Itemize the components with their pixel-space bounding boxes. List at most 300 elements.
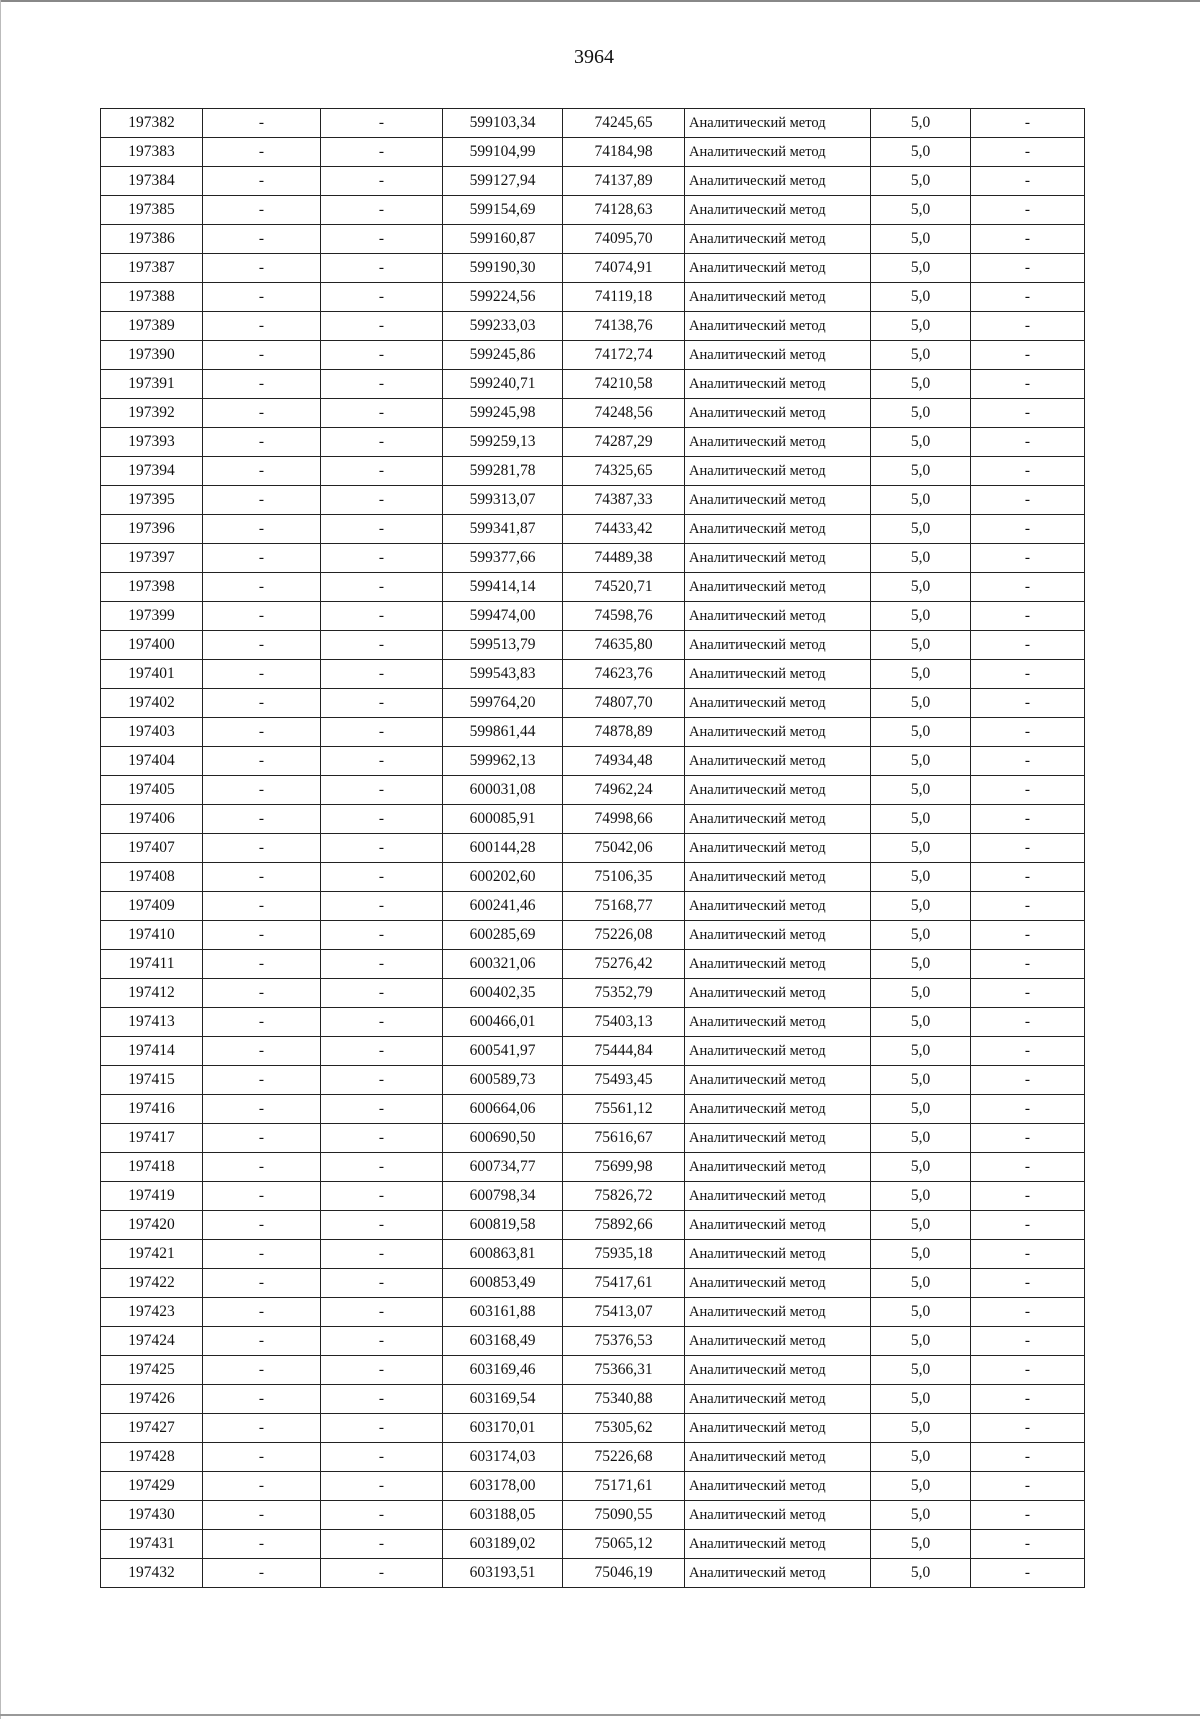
cell-empty-col-c: - <box>971 1066 1085 1095</box>
cell-empty-col-b: - <box>321 660 443 689</box>
cell-point-number: 197427 <box>101 1414 203 1443</box>
cell-coord-y: 74172,74 <box>563 341 685 370</box>
cell-method: Аналитический метод <box>685 1182 871 1211</box>
cell-coord-y: 74635,80 <box>563 631 685 660</box>
cell-empty-col-c: - <box>971 892 1085 921</box>
cell-coord-x: 603168,49 <box>443 1327 563 1356</box>
cell-coord-x: 600402,35 <box>443 979 563 1008</box>
cell-coord-y: 74433,42 <box>563 515 685 544</box>
cell-empty-col-a: - <box>203 515 321 544</box>
cell-empty-col-a: - <box>203 486 321 515</box>
table-row <box>101 718 1085 747</box>
cell-method: Аналитический метод <box>685 457 871 486</box>
table-row <box>101 515 1085 544</box>
cell-empty-col-c: - <box>971 1211 1085 1240</box>
cell-coord-x: 600589,73 <box>443 1066 563 1095</box>
table-row <box>101 138 1085 167</box>
table-row <box>101 747 1085 776</box>
cell-coord-x: 599224,56 <box>443 283 563 312</box>
cell-coord-y: 75826,72 <box>563 1182 685 1211</box>
cell-coord-x: 599245,98 <box>443 399 563 428</box>
cell-coord-y: 75493,45 <box>563 1066 685 1095</box>
table-row <box>101 457 1085 486</box>
cell-coord-x: 600466,01 <box>443 1008 563 1037</box>
cell-coord-y: 75171,61 <box>563 1472 685 1501</box>
cell-point-number: 197388 <box>101 283 203 312</box>
cell-empty-col-c: - <box>971 457 1085 486</box>
cell-accuracy: 5,0 <box>871 921 971 950</box>
cell-method: Аналитический метод <box>685 660 871 689</box>
cell-coord-x: 599281,78 <box>443 457 563 486</box>
cell-coord-y: 74248,56 <box>563 399 685 428</box>
cell-method: Аналитический метод <box>685 1269 871 1298</box>
cell-method: Аналитический метод <box>685 1066 871 1095</box>
cell-method: Аналитический метод <box>685 109 871 138</box>
cell-empty-col-b: - <box>321 1240 443 1269</box>
cell-empty-col-b: - <box>321 225 443 254</box>
cell-point-number: 197425 <box>101 1356 203 1385</box>
table-row <box>101 1095 1085 1124</box>
cell-empty-col-c: - <box>971 689 1085 718</box>
cell-empty-col-c: - <box>971 1269 1085 1298</box>
cell-empty-col-c: - <box>971 747 1085 776</box>
cell-empty-col-a: - <box>203 428 321 457</box>
table-row <box>101 950 1085 979</box>
cell-accuracy: 5,0 <box>871 428 971 457</box>
cell-point-number: 197399 <box>101 602 203 631</box>
cell-empty-col-a: - <box>203 1008 321 1037</box>
table-row <box>101 312 1085 341</box>
cell-empty-col-b: - <box>321 747 443 776</box>
cell-empty-col-b: - <box>321 341 443 370</box>
cell-point-number: 197393 <box>101 428 203 457</box>
cell-empty-col-b: - <box>321 515 443 544</box>
cell-point-number: 197384 <box>101 167 203 196</box>
cell-method: Аналитический метод <box>685 718 871 747</box>
table-row <box>101 1211 1085 1240</box>
cell-empty-col-a: - <box>203 370 321 399</box>
cell-coord-x: 599259,13 <box>443 428 563 457</box>
cell-accuracy: 5,0 <box>871 1530 971 1559</box>
cell-coord-y: 74998,66 <box>563 805 685 834</box>
cell-point-number: 197395 <box>101 486 203 515</box>
cell-method: Аналитический метод <box>685 602 871 631</box>
cell-coord-x: 600541,97 <box>443 1037 563 1066</box>
cell-coord-x: 603189,02 <box>443 1530 563 1559</box>
cell-empty-col-b: - <box>321 1530 443 1559</box>
cell-empty-col-c: - <box>971 399 1085 428</box>
cell-empty-col-a: - <box>203 1327 321 1356</box>
table-row <box>101 1443 1085 1472</box>
cell-coord-y: 75226,68 <box>563 1443 685 1472</box>
cell-point-number: 197428 <box>101 1443 203 1472</box>
cell-coord-x: 603178,00 <box>443 1472 563 1501</box>
cell-coord-y: 75305,62 <box>563 1414 685 1443</box>
cell-accuracy: 5,0 <box>871 1008 971 1037</box>
cell-accuracy: 5,0 <box>871 1501 971 1530</box>
cell-point-number: 197404 <box>101 747 203 776</box>
cell-accuracy: 5,0 <box>871 573 971 602</box>
cell-coord-y: 75699,98 <box>563 1153 685 1182</box>
cell-accuracy: 5,0 <box>871 225 971 254</box>
cell-point-number: 197426 <box>101 1385 203 1414</box>
table-row <box>101 631 1085 660</box>
cell-accuracy: 5,0 <box>871 1559 971 1588</box>
cell-coord-x: 599245,86 <box>443 341 563 370</box>
cell-empty-col-a: - <box>203 1037 321 1066</box>
cell-accuracy: 5,0 <box>871 950 971 979</box>
cell-empty-col-b: - <box>321 1153 443 1182</box>
table-row <box>101 1356 1085 1385</box>
cell-empty-col-b: - <box>321 1124 443 1153</box>
table-row <box>101 1124 1085 1153</box>
cell-point-number: 197405 <box>101 776 203 805</box>
cell-coord-y: 75403,13 <box>563 1008 685 1037</box>
cell-coord-x: 599154,69 <box>443 196 563 225</box>
cell-empty-col-b: - <box>321 1414 443 1443</box>
scan-edge-top <box>0 0 1200 2</box>
cell-point-number: 197408 <box>101 863 203 892</box>
table-row <box>101 1240 1085 1269</box>
cell-empty-col-a: - <box>203 892 321 921</box>
cell-point-number: 197412 <box>101 979 203 1008</box>
cell-coord-x: 600144,28 <box>443 834 563 863</box>
cell-coord-x: 600321,06 <box>443 950 563 979</box>
cell-accuracy: 5,0 <box>871 1211 971 1240</box>
cell-coord-x: 599160,87 <box>443 225 563 254</box>
cell-accuracy: 5,0 <box>871 1066 971 1095</box>
scan-edge-bottom <box>0 1714 1200 1716</box>
cell-coord-x: 600853,49 <box>443 1269 563 1298</box>
cell-accuracy: 5,0 <box>871 1037 971 1066</box>
table-row <box>101 428 1085 457</box>
cell-method: Аналитический метод <box>685 1240 871 1269</box>
cell-coord-x: 599543,83 <box>443 660 563 689</box>
scan-edge-left <box>0 0 1 1719</box>
cell-method: Аналитический метод <box>685 1443 871 1472</box>
cell-accuracy: 5,0 <box>871 1414 971 1443</box>
cell-coord-y: 74623,76 <box>563 660 685 689</box>
cell-empty-col-b: - <box>321 399 443 428</box>
cell-method: Аналитический метод <box>685 834 871 863</box>
table-row <box>101 602 1085 631</box>
cell-method: Аналитический метод <box>685 1530 871 1559</box>
cell-empty-col-b: - <box>321 1559 443 1588</box>
cell-point-number: 197385 <box>101 196 203 225</box>
cell-coord-y: 74934,48 <box>563 747 685 776</box>
cell-method: Аналитический метод <box>685 196 871 225</box>
cell-point-number: 197389 <box>101 312 203 341</box>
cell-coord-x: 600863,81 <box>443 1240 563 1269</box>
cell-empty-col-c: - <box>971 631 1085 660</box>
cell-empty-col-b: - <box>321 196 443 225</box>
cell-accuracy: 5,0 <box>871 312 971 341</box>
cell-empty-col-a: - <box>203 196 321 225</box>
cell-point-number: 197401 <box>101 660 203 689</box>
page-number: 3964 <box>574 46 614 68</box>
cell-empty-col-a: - <box>203 1153 321 1182</box>
cell-accuracy: 5,0 <box>871 1240 971 1269</box>
cell-empty-col-c: - <box>971 834 1085 863</box>
cell-accuracy: 5,0 <box>871 834 971 863</box>
cell-empty-col-c: - <box>971 776 1085 805</box>
cell-empty-col-c: - <box>971 370 1085 399</box>
cell-coord-y: 75417,61 <box>563 1269 685 1298</box>
cell-empty-col-b: - <box>321 921 443 950</box>
cell-accuracy: 5,0 <box>871 370 971 399</box>
cell-coord-y: 75413,07 <box>563 1298 685 1327</box>
cell-coord-y: 75340,88 <box>563 1385 685 1414</box>
cell-empty-col-b: - <box>321 370 443 399</box>
cell-method: Аналитический метод <box>685 341 871 370</box>
cell-accuracy: 5,0 <box>871 167 971 196</box>
cell-empty-col-b: - <box>321 892 443 921</box>
cell-method: Аналитический метод <box>685 631 871 660</box>
cell-accuracy: 5,0 <box>871 1356 971 1385</box>
cell-coord-y: 74489,38 <box>563 544 685 573</box>
cell-empty-col-a: - <box>203 631 321 660</box>
cell-empty-col-a: - <box>203 457 321 486</box>
cell-point-number: 197398 <box>101 573 203 602</box>
cell-point-number: 197418 <box>101 1153 203 1182</box>
cell-method: Аналитический метод <box>685 689 871 718</box>
cell-coord-x: 600285,69 <box>443 921 563 950</box>
cell-point-number: 197387 <box>101 254 203 283</box>
cell-empty-col-a: - <box>203 1298 321 1327</box>
cell-empty-col-c: - <box>971 1414 1085 1443</box>
cell-coord-x: 600202,60 <box>443 863 563 892</box>
cell-coord-x: 599103,34 <box>443 109 563 138</box>
cell-empty-col-a: - <box>203 1356 321 1385</box>
cell-empty-col-b: - <box>321 1501 443 1530</box>
cell-point-number: 197421 <box>101 1240 203 1269</box>
cell-coord-x: 599513,79 <box>443 631 563 660</box>
cell-empty-col-c: - <box>971 921 1085 950</box>
cell-empty-col-a: - <box>203 225 321 254</box>
cell-method: Аналитический метод <box>685 167 871 196</box>
cell-empty-col-a: - <box>203 138 321 167</box>
cell-coord-x: 600734,77 <box>443 1153 563 1182</box>
table-row <box>101 1153 1085 1182</box>
cell-point-number: 197420 <box>101 1211 203 1240</box>
cell-point-number: 197400 <box>101 631 203 660</box>
table-row <box>101 979 1085 1008</box>
cell-empty-col-a: - <box>203 109 321 138</box>
cell-empty-col-a: - <box>203 602 321 631</box>
cell-point-number: 197407 <box>101 834 203 863</box>
cell-empty-col-c: - <box>971 1008 1085 1037</box>
table-row <box>101 863 1085 892</box>
cell-empty-col-a: - <box>203 1414 321 1443</box>
table-row <box>101 660 1085 689</box>
cell-empty-col-c: - <box>971 1240 1085 1269</box>
cell-empty-col-c: - <box>971 486 1085 515</box>
cell-point-number: 197419 <box>101 1182 203 1211</box>
cell-coord-x: 599313,07 <box>443 486 563 515</box>
cell-method: Аналитический метод <box>685 283 871 312</box>
cell-coord-x: 600819,58 <box>443 1211 563 1240</box>
cell-empty-col-a: - <box>203 1269 321 1298</box>
table-row <box>101 1008 1085 1037</box>
cell-method: Аналитический метод <box>685 1124 871 1153</box>
cell-empty-col-c: - <box>971 1153 1085 1182</box>
table-row <box>101 283 1085 312</box>
cell-empty-col-b: - <box>321 1182 443 1211</box>
cell-coord-y: 74184,98 <box>563 138 685 167</box>
cell-empty-col-c: - <box>971 950 1085 979</box>
cell-empty-col-a: - <box>203 805 321 834</box>
coordinates-table-body <box>101 109 1085 1588</box>
cell-empty-col-a: - <box>203 254 321 283</box>
table-row <box>101 573 1085 602</box>
cell-point-number: 197431 <box>101 1530 203 1559</box>
cell-empty-col-a: - <box>203 283 321 312</box>
cell-accuracy: 5,0 <box>871 660 971 689</box>
cell-empty-col-c: - <box>971 1327 1085 1356</box>
cell-empty-col-a: - <box>203 399 321 428</box>
cell-empty-col-c: - <box>971 1559 1085 1588</box>
cell-empty-col-b: - <box>321 979 443 1008</box>
cell-empty-col-a: - <box>203 660 321 689</box>
cell-empty-col-c: - <box>971 1124 1085 1153</box>
coordinates-table <box>100 108 1085 1588</box>
cell-empty-col-c: - <box>971 225 1085 254</box>
cell-coord-y: 75046,19 <box>563 1559 685 1588</box>
cell-coord-x: 603169,46 <box>443 1356 563 1385</box>
cell-method: Аналитический метод <box>685 573 871 602</box>
cell-accuracy: 5,0 <box>871 979 971 1008</box>
cell-accuracy: 5,0 <box>871 1443 971 1472</box>
cell-empty-col-c: - <box>971 254 1085 283</box>
cell-coord-y: 75352,79 <box>563 979 685 1008</box>
cell-empty-col-b: - <box>321 283 443 312</box>
table-row <box>101 1385 1085 1414</box>
cell-coord-x: 603193,51 <box>443 1559 563 1588</box>
cell-coord-y: 75106,35 <box>563 863 685 892</box>
cell-empty-col-a: - <box>203 1385 321 1414</box>
cell-coord-x: 599861,44 <box>443 718 563 747</box>
cell-method: Аналитический метод <box>685 370 871 399</box>
cell-empty-col-a: - <box>203 167 321 196</box>
table-row <box>101 341 1085 370</box>
cell-method: Аналитический метод <box>685 892 871 921</box>
cell-empty-col-b: - <box>321 1066 443 1095</box>
cell-coord-y: 75090,55 <box>563 1501 685 1530</box>
table-row <box>101 254 1085 283</box>
cell-coord-y: 74387,33 <box>563 486 685 515</box>
cell-point-number: 197413 <box>101 1008 203 1037</box>
cell-coord-x: 599240,71 <box>443 370 563 399</box>
cell-empty-col-c: - <box>971 109 1085 138</box>
cell-coord-y: 74598,76 <box>563 602 685 631</box>
cell-empty-col-b: - <box>321 428 443 457</box>
table-row <box>101 1414 1085 1443</box>
cell-empty-col-c: - <box>971 979 1085 1008</box>
table-row <box>101 1530 1085 1559</box>
cell-accuracy: 5,0 <box>871 254 971 283</box>
table-row <box>101 834 1085 863</box>
cell-empty-col-a: - <box>203 1066 321 1095</box>
cell-method: Аналитический метод <box>685 747 871 776</box>
cell-empty-col-c: - <box>971 515 1085 544</box>
cell-accuracy: 5,0 <box>871 1385 971 1414</box>
cell-empty-col-a: - <box>203 1240 321 1269</box>
cell-accuracy: 5,0 <box>871 1298 971 1327</box>
table-row <box>101 167 1085 196</box>
cell-coord-x: 603161,88 <box>443 1298 563 1327</box>
cell-method: Аналитический метод <box>685 138 871 167</box>
cell-empty-col-c: - <box>971 1182 1085 1211</box>
cell-method: Аналитический метод <box>685 1472 871 1501</box>
cell-method: Аналитический метод <box>685 312 871 341</box>
cell-coord-y: 74287,29 <box>563 428 685 457</box>
cell-empty-col-a: - <box>203 1124 321 1153</box>
cell-empty-col-a: - <box>203 573 321 602</box>
cell-empty-col-a: - <box>203 1559 321 1588</box>
cell-empty-col-b: - <box>321 1211 443 1240</box>
cell-accuracy: 5,0 <box>871 1269 971 1298</box>
table-row <box>101 1298 1085 1327</box>
cell-empty-col-b: - <box>321 718 443 747</box>
cell-coord-y: 74119,18 <box>563 283 685 312</box>
cell-coord-x: 599190,30 <box>443 254 563 283</box>
cell-empty-col-a: - <box>203 834 321 863</box>
table-row <box>101 1269 1085 1298</box>
cell-empty-col-c: - <box>971 1501 1085 1530</box>
cell-coord-x: 599104,99 <box>443 138 563 167</box>
cell-point-number: 197411 <box>101 950 203 979</box>
cell-accuracy: 5,0 <box>871 718 971 747</box>
cell-empty-col-b: - <box>321 544 443 573</box>
cell-accuracy: 5,0 <box>871 283 971 312</box>
cell-empty-col-b: - <box>321 167 443 196</box>
cell-point-number: 197391 <box>101 370 203 399</box>
cell-empty-col-c: - <box>971 1095 1085 1124</box>
cell-method: Аналитический метод <box>685 225 871 254</box>
cell-empty-col-b: - <box>321 602 443 631</box>
cell-method: Аналитический метод <box>685 399 871 428</box>
cell-point-number: 197396 <box>101 515 203 544</box>
table-row <box>101 1472 1085 1501</box>
cell-coord-y: 75366,31 <box>563 1356 685 1385</box>
cell-coord-x: 600690,50 <box>443 1124 563 1153</box>
cell-coord-y: 75168,77 <box>563 892 685 921</box>
table-row <box>101 921 1085 950</box>
cell-coord-y: 75892,66 <box>563 1211 685 1240</box>
cell-accuracy: 5,0 <box>871 1153 971 1182</box>
cell-coord-y: 75276,42 <box>563 950 685 979</box>
cell-coord-y: 75561,12 <box>563 1095 685 1124</box>
cell-empty-col-c: - <box>971 1530 1085 1559</box>
cell-empty-col-b: - <box>321 1298 443 1327</box>
cell-coord-y: 74210,58 <box>563 370 685 399</box>
cell-point-number: 197390 <box>101 341 203 370</box>
cell-coord-y: 75616,67 <box>563 1124 685 1153</box>
cell-method: Аналитический метод <box>685 1501 871 1530</box>
cell-accuracy: 5,0 <box>871 109 971 138</box>
table-row <box>101 1182 1085 1211</box>
cell-accuracy: 5,0 <box>871 515 971 544</box>
cell-accuracy: 5,0 <box>871 399 971 428</box>
cell-empty-col-a: - <box>203 921 321 950</box>
cell-empty-col-c: - <box>971 660 1085 689</box>
cell-method: Аналитический метод <box>685 1385 871 1414</box>
cell-empty-col-c: - <box>971 1037 1085 1066</box>
cell-point-number: 197414 <box>101 1037 203 1066</box>
cell-accuracy: 5,0 <box>871 863 971 892</box>
cell-coord-x: 599233,03 <box>443 312 563 341</box>
cell-empty-col-c: - <box>971 138 1085 167</box>
